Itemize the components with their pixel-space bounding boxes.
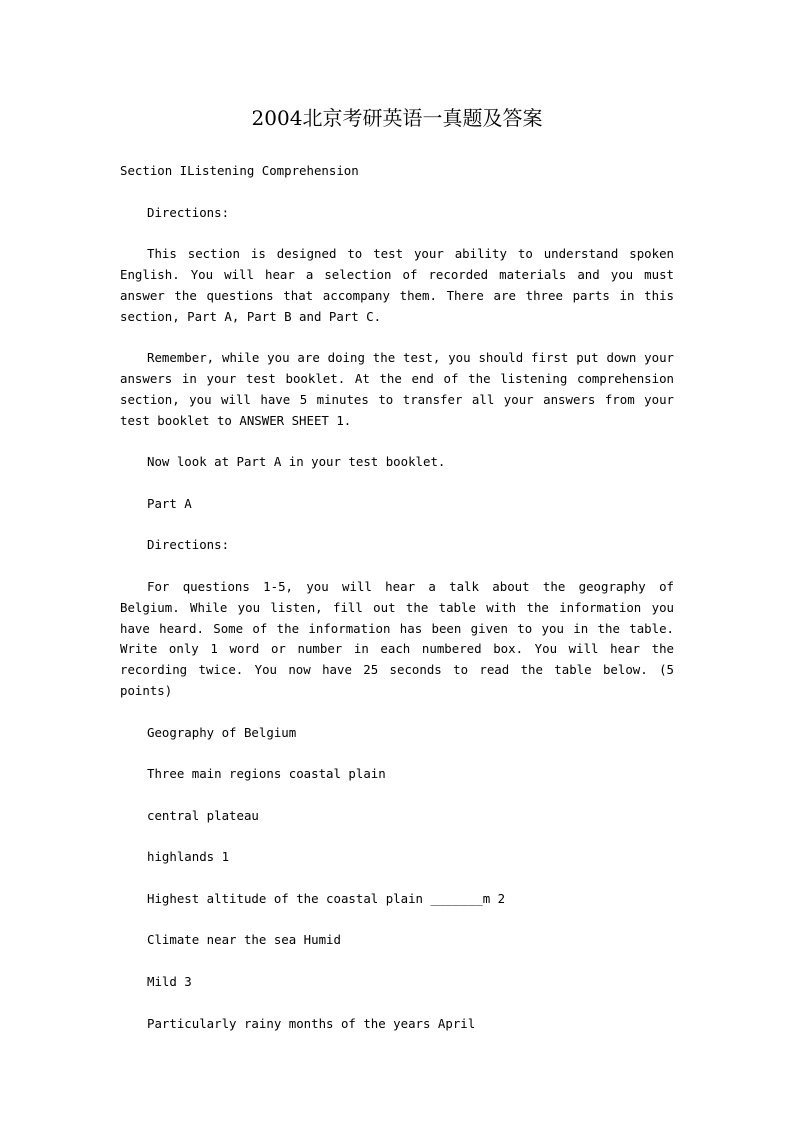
table-line-heading: Geography of Belgium — [147, 724, 297, 740]
table-line-altitude: Highest altitude of the coastal plain _______m 2 — [147, 890, 506, 906]
paragraph-section-description: This section is designed to test your ability to understand spoken English. You will hear a selection of recorded materials and you must answer the questions that accompany them. There are three parts in this section, Part A, Part B and Part C. — [120, 246, 674, 324]
paragraph-section-heading: Section IListening Comprehension — [120, 163, 359, 178]
paragraph-remember-note: Remember, while you are doing the test, you should first put down your answers in your test booklet. At the end of the listening comprehension section, you will have 5 minutes to transfer all your answers from your test booklet to ANSWER SHEET 1. — [120, 350, 674, 428]
document-body — [120, 161, 674, 1055]
table-line-mild: Mild 3 — [147, 974, 192, 990]
paragraph-part-a-directions: Directions: — [147, 537, 230, 553]
paragraph-directions: Directions: — [147, 204, 230, 220]
paragraph-part-a-instructions: For questions 1-5, you will hear a talk about the geography of Belgium. While you listen, fill out the table with the information you have heard. Some of the information has been given to you in the table. Write only 1 word or number in each numbered box. You will hear the recording twice. You now have 25 seconds to read the table below. (5 points) — [120, 578, 674, 698]
document-title: 2004北京考研英语一真题及答案 — [251, 106, 543, 130]
table-line-rainy-months: Particularly rainy months of the years April — [147, 1015, 476, 1031]
paragraph-part-a-heading: Part A — [147, 495, 192, 511]
table-line-central-plateau: central plateau — [147, 807, 259, 823]
table-line-climate: Climate near the sea Humid — [147, 932, 341, 948]
table-line-highlands: highlands 1 — [147, 849, 230, 865]
table-line-regions: Three main regions coastal plain — [147, 766, 386, 782]
paragraph-part-a-prompt: Now look at Part A in your test booklet. — [147, 454, 446, 470]
